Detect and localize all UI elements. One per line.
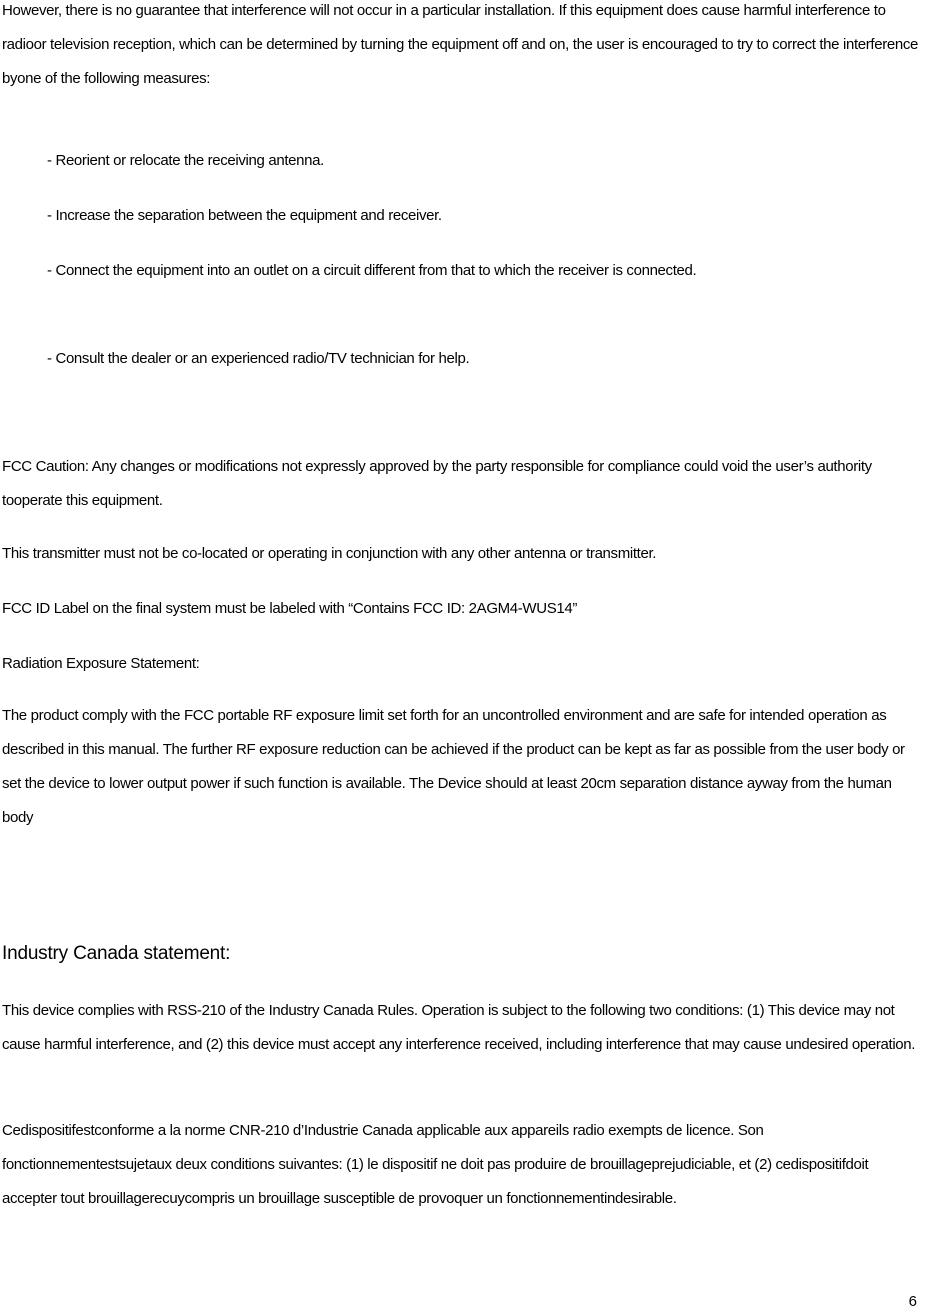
measure-item: - Reorient or relocate the receiving antenna.	[47, 152, 324, 169]
fcc-caution-paragraph: FCC Caution: Any changes or modifications not expressly approved by the party responsible for compliance could void the user’s authority tooperate this equipment.	[2, 458, 872, 509]
transmitter-paragraph: This transmitter must not be co-located or operating in conjunction with any other antenna or transmitter.	[2, 545, 657, 562]
fcc-label-paragraph: FCC ID Label on the final system must be labeled with “Contains FCC ID: 2AGM4-WUS14”	[2, 600, 577, 617]
measure-item: - Connect the equipment into an outlet on a circuit different from that to which the receiver is connected.	[47, 262, 697, 279]
radiation-paragraph: The product comply with the FCC portable RF exposure limit set forth for an uncontrolled environment and are safe for intended operation as described in this manual. The further RF exposure reduction can be achieved if the product can be kept as far as possible from the user body or set the device to lower output power if such function is available. The Device should at least 20cm separation distance ayway from the human body	[2, 707, 905, 826]
intro-paragraph: However, there is no guarantee that interference will not occur in a particular installation. If this equipment does cause harmful interference to radioor television reception, which can be determined by turning the equipment off and on, the user is encouraged to try to correct the interference byone of the following measures:	[2, 2, 918, 87]
measure-item: - Consult the dealer or an experienced radio/TV technician for help.	[47, 350, 470, 367]
ic-french-paragraph: Cedispositifestconforme a la norme CNR-210 d’Industrie Canada applicable aux appareils radio exempts de licence. Son fonctionnementestsujetaux deux conditions suivantes: (1) le dispositif ne doit pas produire de brouillageprejudiciable, et (2) cedispositifdoit accepter tout brouillagerecuycompris un brouillage susceptible de provoquer un fonctionnementindesirable.	[2, 1122, 869, 1207]
radiation-title: Radiation Exposure Statement:	[2, 655, 200, 672]
page-number: 6	[908, 1293, 917, 1310]
industry-canada-heading: Industry Canada statement:	[2, 943, 231, 964]
measure-item: - Increase the separation between the equipment and receiver.	[47, 207, 442, 224]
ic-paragraph: This device complies with RSS-210 of the Industry Canada Rules. Operation is subject to the following two conditions: (1) This device may not cause harmful interference, and (2) this device must accept any interference received, including interference that may cause undesired operation.	[2, 1002, 916, 1053]
